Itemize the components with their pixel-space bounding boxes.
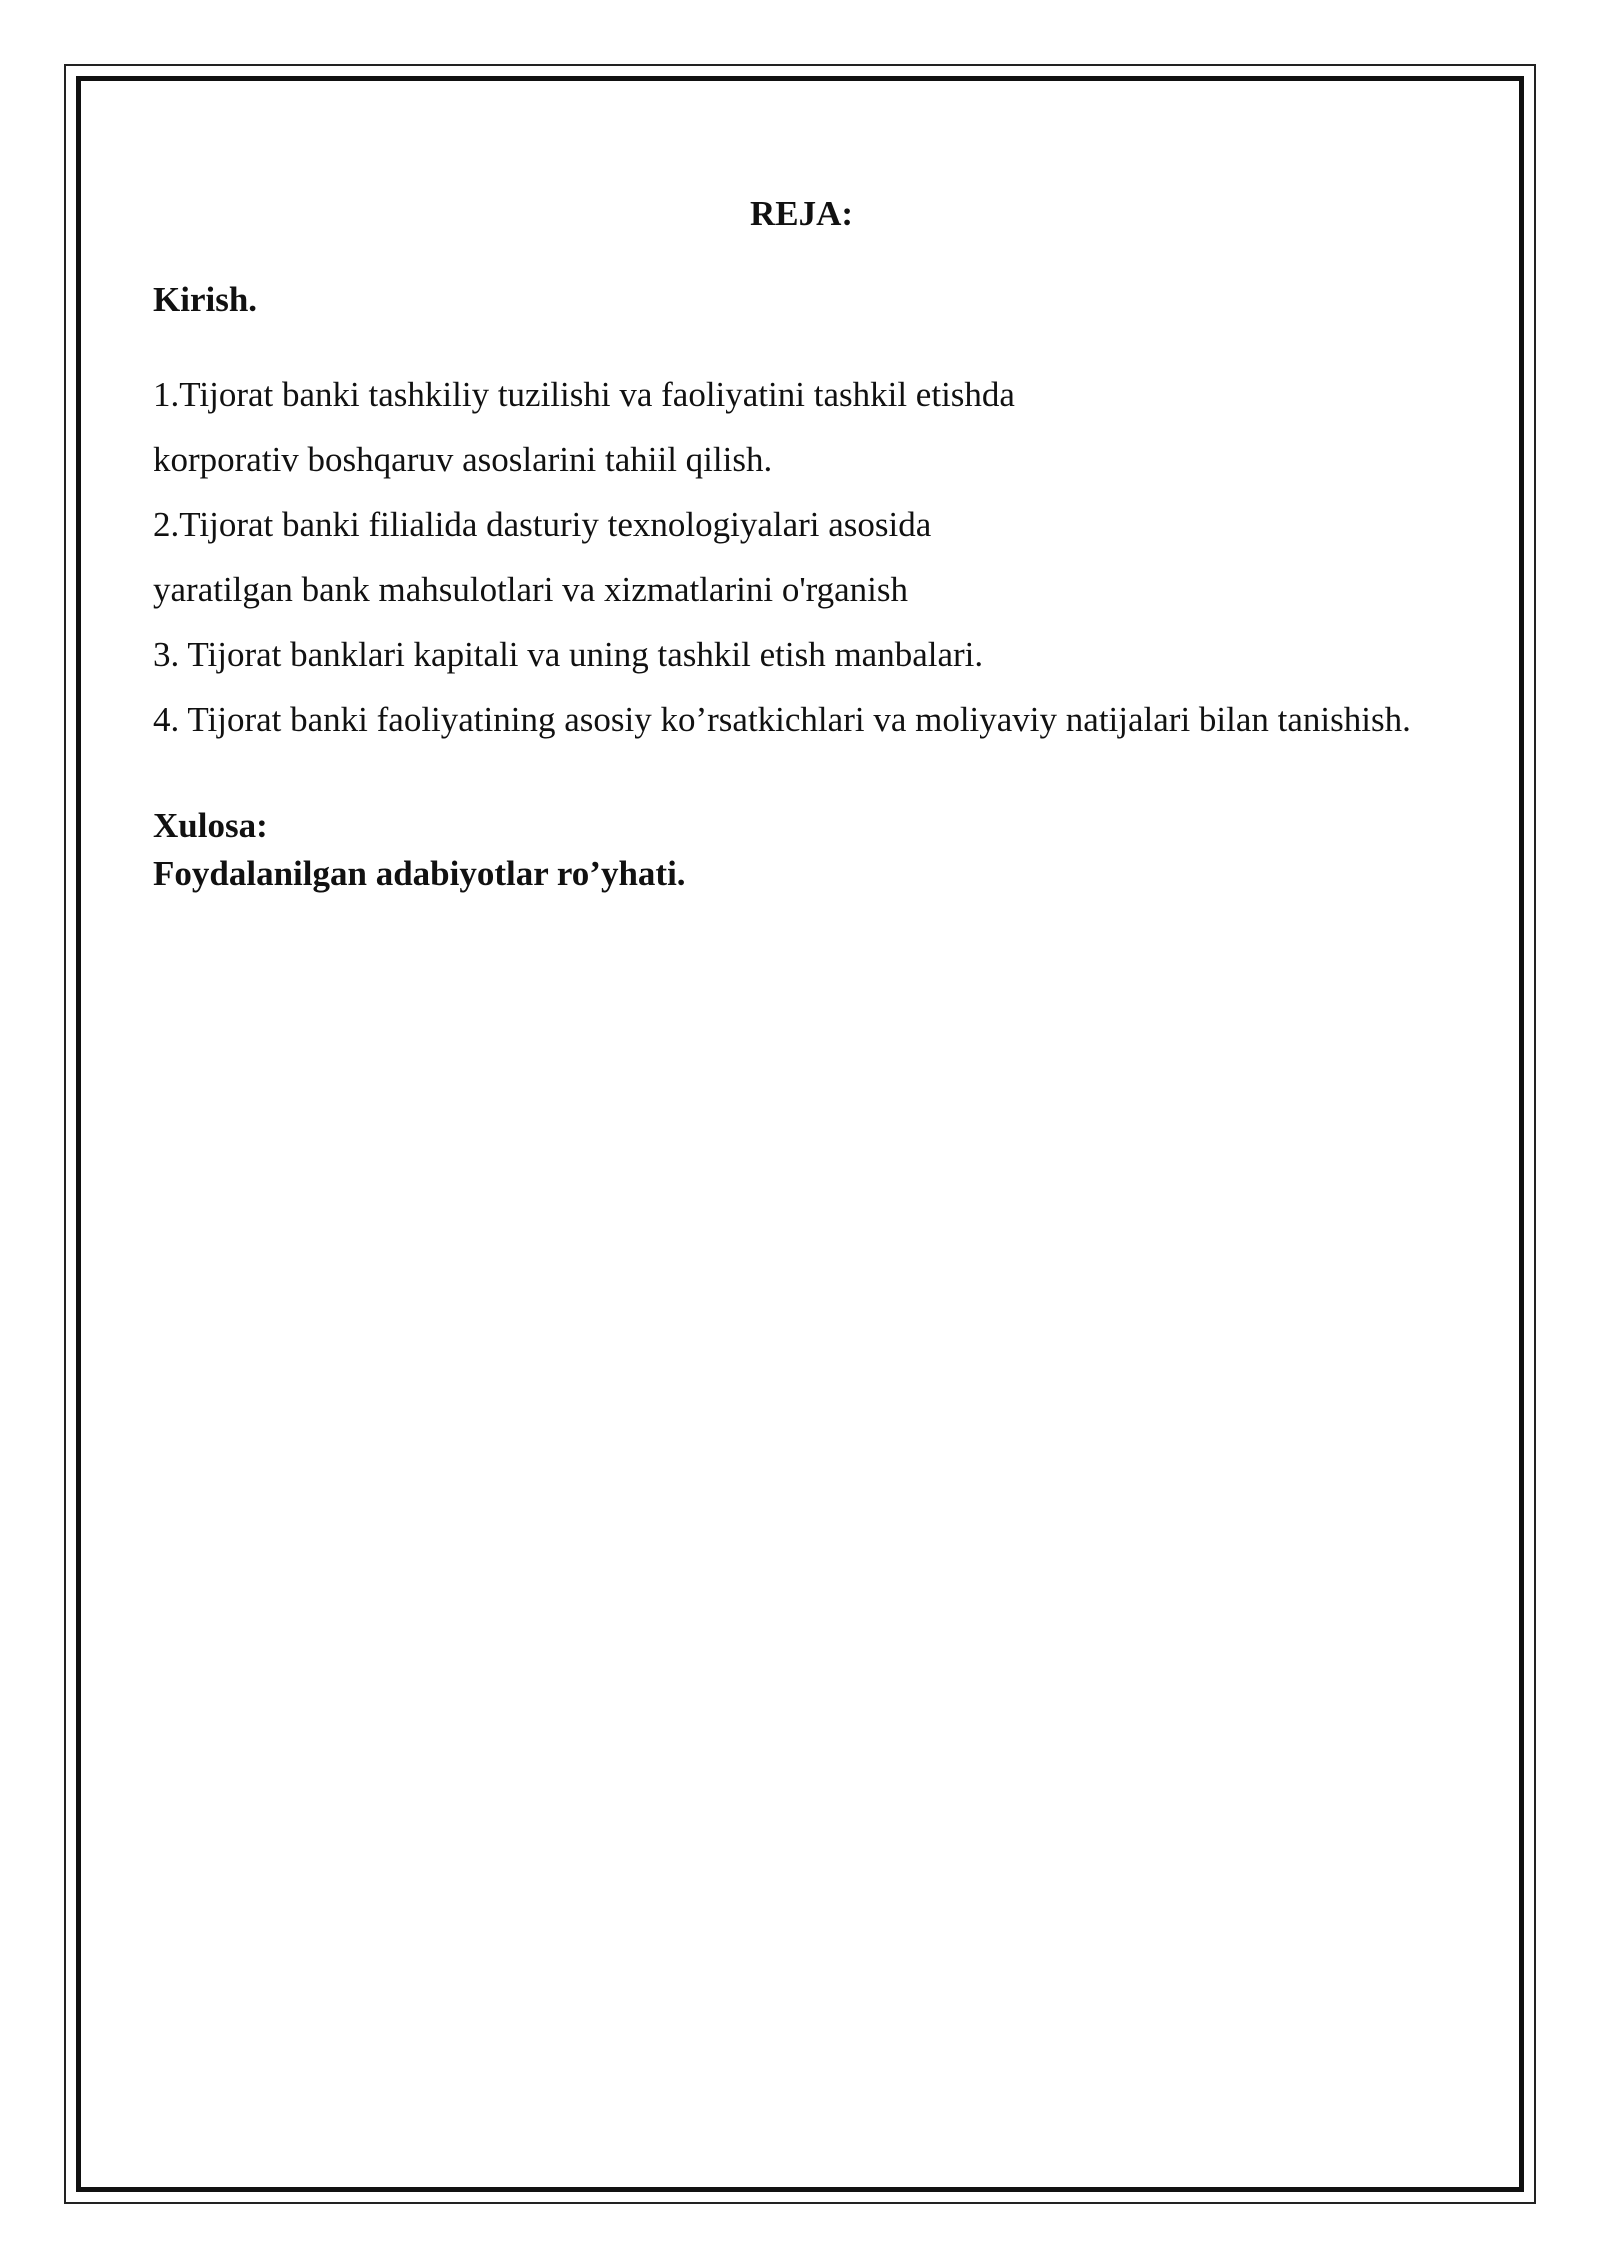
plan-item-3 xyxy=(153,622,1450,687)
plan-item-4-text: 4. Tijorat banki faoliyatining asosiy ko’rsatkichlari va moliyaviy natijalari bilan tanishish. xyxy=(153,700,1411,739)
plan-item-1-line-1: 1.Tijorat banki tashkiliy tuzilishi va faoliyatini tashkil etishda xyxy=(153,375,1015,414)
plan-item-3-text: 3. Tijorat banklari kapitali va uning tashkil etish manbalari. xyxy=(153,635,984,674)
document-body xyxy=(153,190,1450,898)
plan-item-2 xyxy=(153,492,1450,622)
plan-list xyxy=(153,362,1450,752)
page-title: REJA: xyxy=(749,194,854,233)
plan-item-1-line-2: korporativ boshqaruv asoslarini tahiil qilish. xyxy=(153,440,773,479)
plan-item-1 xyxy=(153,362,1450,492)
plan-item-2-line-2: yaratilgan bank mahsulotlari va xizmatlarini o'rganish xyxy=(153,570,909,609)
intro-heading: Kirish. xyxy=(153,280,258,319)
conclusion-heading: Xulosa: xyxy=(153,806,268,845)
references-heading: Foydalanilgan adabiyotlar ro’yhati. xyxy=(153,854,686,893)
plan-item-2-line-1: 2.Tijorat banki filialida dasturiy texnologiyalari asosida xyxy=(153,505,932,544)
plan-item-4 xyxy=(153,687,1450,752)
